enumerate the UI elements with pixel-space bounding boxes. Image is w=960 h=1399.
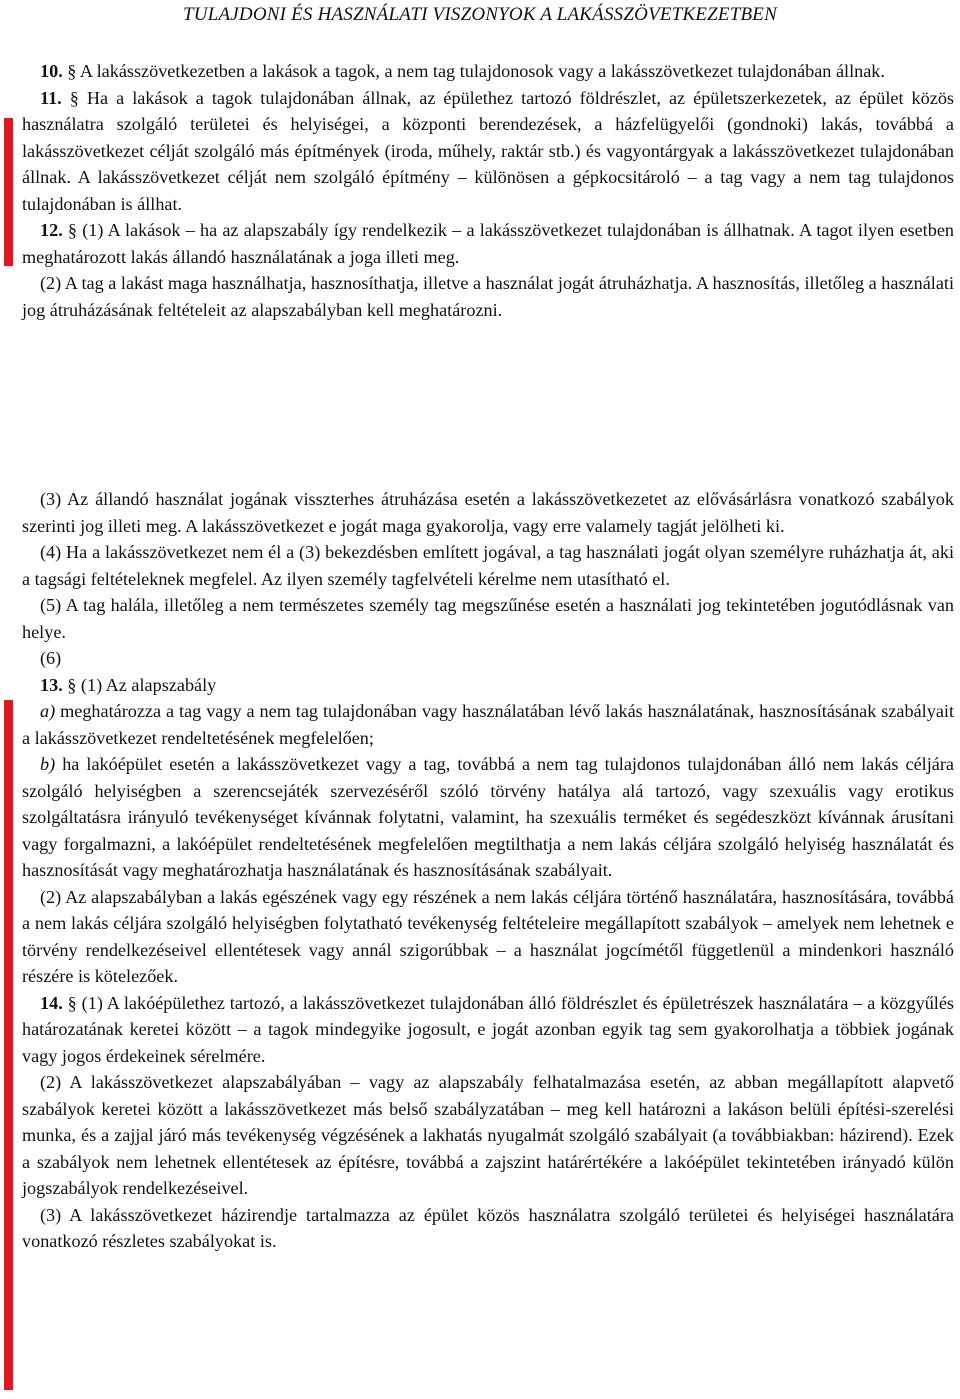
section-number: 13. <box>40 674 63 695</box>
paragraph-13-2: (2) Az alapszabályban a lakás egészének vagy egy részének a nem lakás céljára történő használatára, hasznosítására, továbbá a nem lakás céljára szolgáló helyiségben folytatható tevékenység feltételeire megállapított szabályok – amelyek nem lehetnek e törvény rendelkezéseivel ellentétesek vagy annál szigorúbbak – a használat jogcímétől függetlenül a mindenkori használó részére is kötelezőek. <box>22 886 954 986</box>
paragraph-12 <box>22 217 954 270</box>
paragraph-12-3: (3) Az állandó használat jogának visszterhes átruházása esetén a lakásszövetkezetet az elővásárlásra vonatkozó szabályok szerinti jog illeti meg. A lakásszövetkezet e jogát maga gyakorolja, vagy erre valamely tagját jelölheti ki. <box>22 489 954 536</box>
paragraph-10 <box>22 58 954 85</box>
paragraph-text: meghatározza a tag vagy a nem tag tulajdonában vagy használatában lévő lakás használatának, hasznosításának szabályait a lakásszövetkezet rendeltetésének megfelelően; <box>22 701 954 748</box>
paragraph-text: § A lakásszövetkezetben a lakások a tagok, a nem tag tulajdonosok vagy a lakásszövetkezet tulajdonában állnak. <box>62 61 885 81</box>
point-label: a) <box>40 701 56 721</box>
paragraph-13-a <box>22 698 954 751</box>
section-number: 11. <box>40 87 62 108</box>
paragraph-13-b <box>22 751 954 884</box>
paragraph-13 <box>22 672 954 699</box>
paragraph-12-4: (4) Ha a lakásszövetkezet nem él a (3) bekezdésben említett jogával, a tag használati jogát olyan személyre ruházhatja át, aki a tagsági feltételeknek megfelel. Az ilyen személy tagfelvételi kérelme nem utasítható el. <box>22 542 954 589</box>
paragraph-12-6: (6) <box>40 648 62 668</box>
paragraph-12-2: (2) A tag a lakást maga használhatja, hasznosíthatja, illetve a használat jogát átruházhatja. A hasznosítás, illetőleg a használati jog átruházásának feltételeit az alapszabályban kell meghatározni. <box>22 273 954 320</box>
paragraph-text: § (1) Az alapszabály <box>62 674 217 695</box>
change-bar-bottom <box>4 700 13 1390</box>
section-number: 12. <box>40 220 63 240</box>
paragraph-text: § (1) A lakások – ha az alapszabály így rendelkezik – a lakásszövetkezet tulajdonában is állhatnak. A tagot ilyen esetben meghatározott lakás állandó használatának a joga illeti meg. <box>22 220 954 267</box>
section-block-top <box>22 58 954 323</box>
paragraph-12-5: (5) A tag halála, illetőleg a nem természetes személy tag megszűnése esetén a használati jog tekintetében jogutódlásnak van helye. <box>22 595 954 642</box>
point-label: b) <box>40 754 56 774</box>
section-number: 10. <box>40 61 63 81</box>
change-bar-top <box>4 118 13 266</box>
section-block-bottom <box>22 486 954 1255</box>
paragraph-text: ha lakóépület esetén a lakásszövetkezet vagy a tag, továbbá a nem tag tulajdonos tulajdonában álló nem lakás céljára szolgáló helyiségben a szerencsejáték szervezéséről szóló törvény hatálya alá tartozó, vagy szexuális vagy erotikus szolgáltatásra irányuló tevékenységet kívánnak folytatni, valamint, ha szexuális terméket és segédeszközt kívánnak árusítani vagy forgalmazni, a lakóépület rendeltetésének megfelelően megtilthatja a nem lakás céljára szolgáló helyiség használatát és hasznosítását vagy meghatározhatja használatának és hasznosításának szabályait. <box>22 754 954 880</box>
paragraph-14 <box>22 990 954 1070</box>
section-number: 14. <box>40 992 63 1013</box>
paragraph-11 <box>22 85 954 218</box>
paragraph-14-2: (2) A lakásszövetkezet alapszabályában – vagy az alapszabály felhatalmazása esetén, az abban megállapított alapvető szabályok keretei között a lakásszövetkezet más belső szabályzatában – meg kell határozni a lakáson belüli építési-szerelési munka, és a zajjal járó más tevékenység végzésének a lakhatás nyugalmát szolgáló szabályait (a továbbiakban: házirend). Ezek a szabályok nem lehetnek ellentétesek az építésre, továbbá a zajszint határértékére a lakóépület tekintetében irányadó külön jogszabályok rendelkezéseivel. <box>22 1072 954 1198</box>
paragraph-14-3: (3) A lakásszövetkezet házirendje tartalmazza az épület közös használatra szolgáló területei és helyiségei használatára vonatkozó részletes szabályokat is. <box>22 1204 954 1251</box>
paragraph-text: § Ha a lakások a tagok tulajdonában állnak, az épülethez tartozó földrészlet, az épületszerkezetek, az épület közös használatra szolgáló területei és helyiségei, a központi berendezések, a házfelügyelői (gondnoki) lakás, továbbá a lakásszövetkezet célját szolgáló más építmények (iroda, műhely, raktár stb.) és vagyontárgyak a lakásszövetkezet tulajdonában állnak. A lakásszövetkezet célját nem szolgáló építmény – különösen a gépkocsitároló – a tag vagy a nem tag tulajdonos tulajdonában is állhat. <box>22 87 954 214</box>
page-header: TULAJDONI ÉS HASZNÁLATI VISZONYOK A LAKÁSSZÖVETKEZETBEN <box>183 4 777 25</box>
paragraph-text: § (1) A lakóépülethez tartozó, a lakásszövetkezet tulajdonában álló földrészlet és épületrészek használatára – a közgyűlés határozatának keretei között – a tagok mindegyike jogosult, e jogát azonban egyik tag sem gyakorolhatja a többiek jogának vagy jogos érdekeinek sérelmére. <box>22 992 954 1066</box>
